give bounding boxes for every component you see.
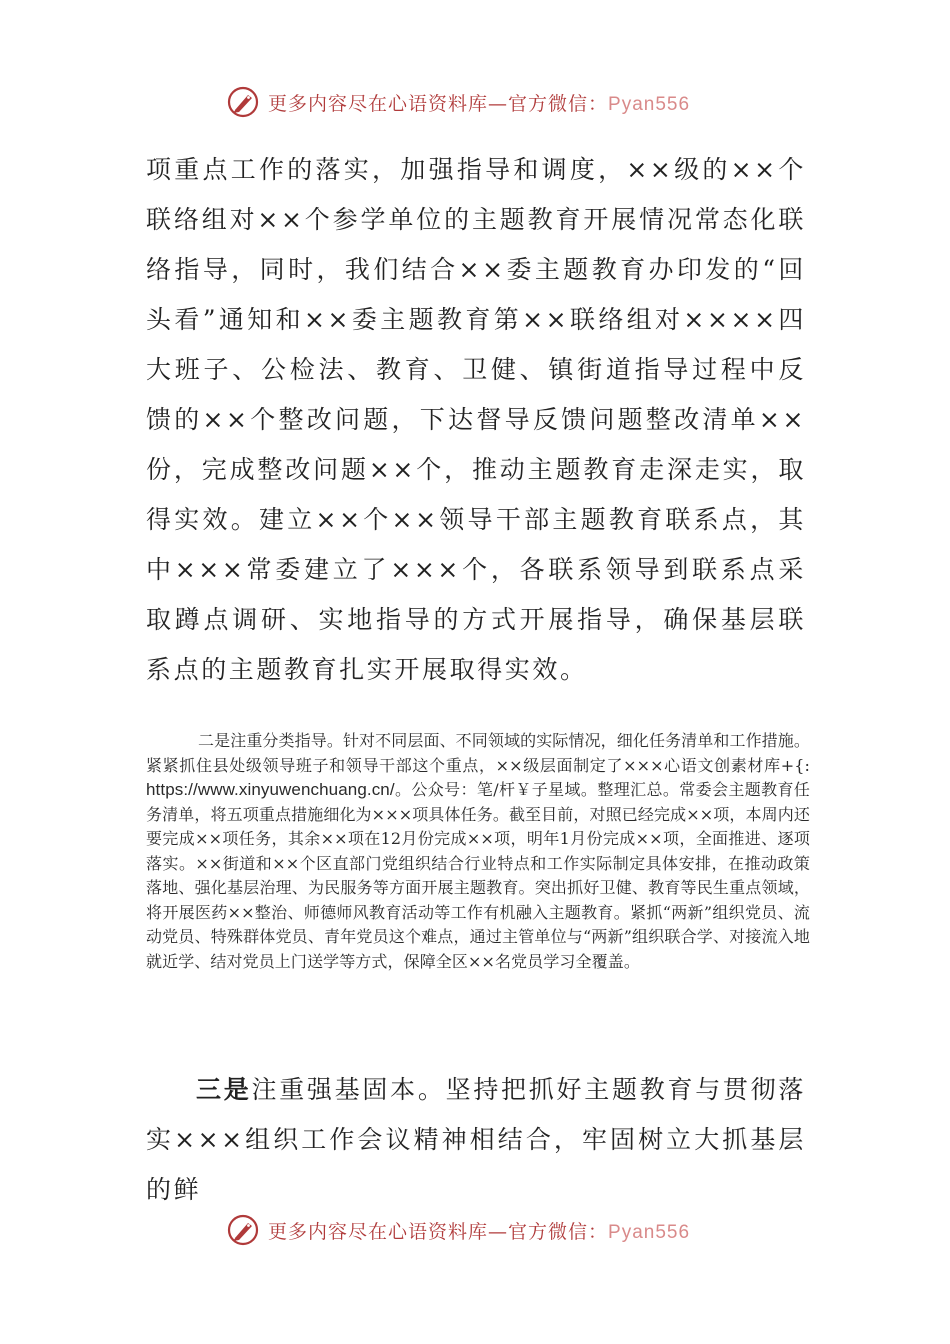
paragraph-third <box>146 1065 806 1215</box>
footer-banner <box>226 1210 746 1250</box>
banner-text <box>268 89 690 116</box>
banner-main-text: 更多内容尽在心语资料库 <box>268 1220 489 1243</box>
paragraph-second <box>146 729 810 974</box>
pen-nib-logo-icon <box>226 85 260 119</box>
banner-text <box>268 1217 690 1244</box>
banner-main-text: 更多内容尽在心语资料库 <box>268 92 489 115</box>
paragraph-third-lead: 三是 <box>196 1075 252 1104</box>
paragraph-second-text-a: 二是注重分类指导。针对不同层面、不同领域的实际情况，细化任务清单和工作措施。紧紧抓住县处级领导班子和领导干部这个重点，××级层面制定了×××心语文创素材库+{: <box>146 731 810 775</box>
source-url: https://www.xinyuwenchuang.cn/ <box>146 780 395 799</box>
banner-wechat-id: Pyan556 <box>608 93 691 115</box>
banner-wechat-label: 官方微信： <box>508 1220 609 1243</box>
paragraph-second-text-b: 。公众号：笔/杆￥子星域。整理汇总。常委会主题教育任务清单，将五项重点措施细化为×××项具体任务。截至目前，对照已经完成××项，本周内还要完成××项任务，其余××项在12月份完成××项，明年1月份完成××项，全面推进、逐项落实。××街道和××个区直部门党组织结合行业特点和工作实际制定具体安排，在推动政策落地、强化基层治理、为民服务等方面开展主题教育。突出抓好卫健、教育等民生重点领域，将开展医药××整治、师德师风教育活动等工作有机融入主题教育。紧抓“两新”组织党员、流动党员、特殊群体党员、青年党员这个难点，通过主管单位与“两新”组织联合学、对接流入地就近学、结对党员上门送学等方式，保障全区××名党员学习全覆盖。 <box>146 780 810 971</box>
banner-separator: — <box>488 92 509 115</box>
pen-nib-logo-icon <box>226 1213 260 1247</box>
banner-separator: — <box>488 1220 509 1243</box>
header-banner <box>226 82 746 122</box>
paragraph-third-text: 注重强基固本。坚持把抓好主题教育与贯彻落实×××组织工作会议精神相结合，牢固树立大抓基层的鲜 <box>146 1075 806 1204</box>
banner-wechat-label: 官方微信： <box>508 92 609 115</box>
banner-wechat-id: Pyan556 <box>608 1221 691 1243</box>
paragraph-first: 项重点工作的落实，加强指导和调度，××级的××个联络组对××个参学单位的主题教育开展情况常态化联络指导，同时，我们结合××委主题教育办印发的“回头看”通知和××委主题教育第××联络组对××××四大班子、公检法、教育、卫健、镇街道指导过程中反馈的××个整改问题，下达督导反馈问题整改清单××份，完成整改问题××个，推动主题教育走深走实，取得实效。建立××个××领导干部主题教育联系点，其中×××常委建立了×××个，各联系领导到联系点采取蹲点调研、实地指导的方式开展指导，确保基层联系点的主题教育扎实开展取得实效。 <box>146 155 806 684</box>
